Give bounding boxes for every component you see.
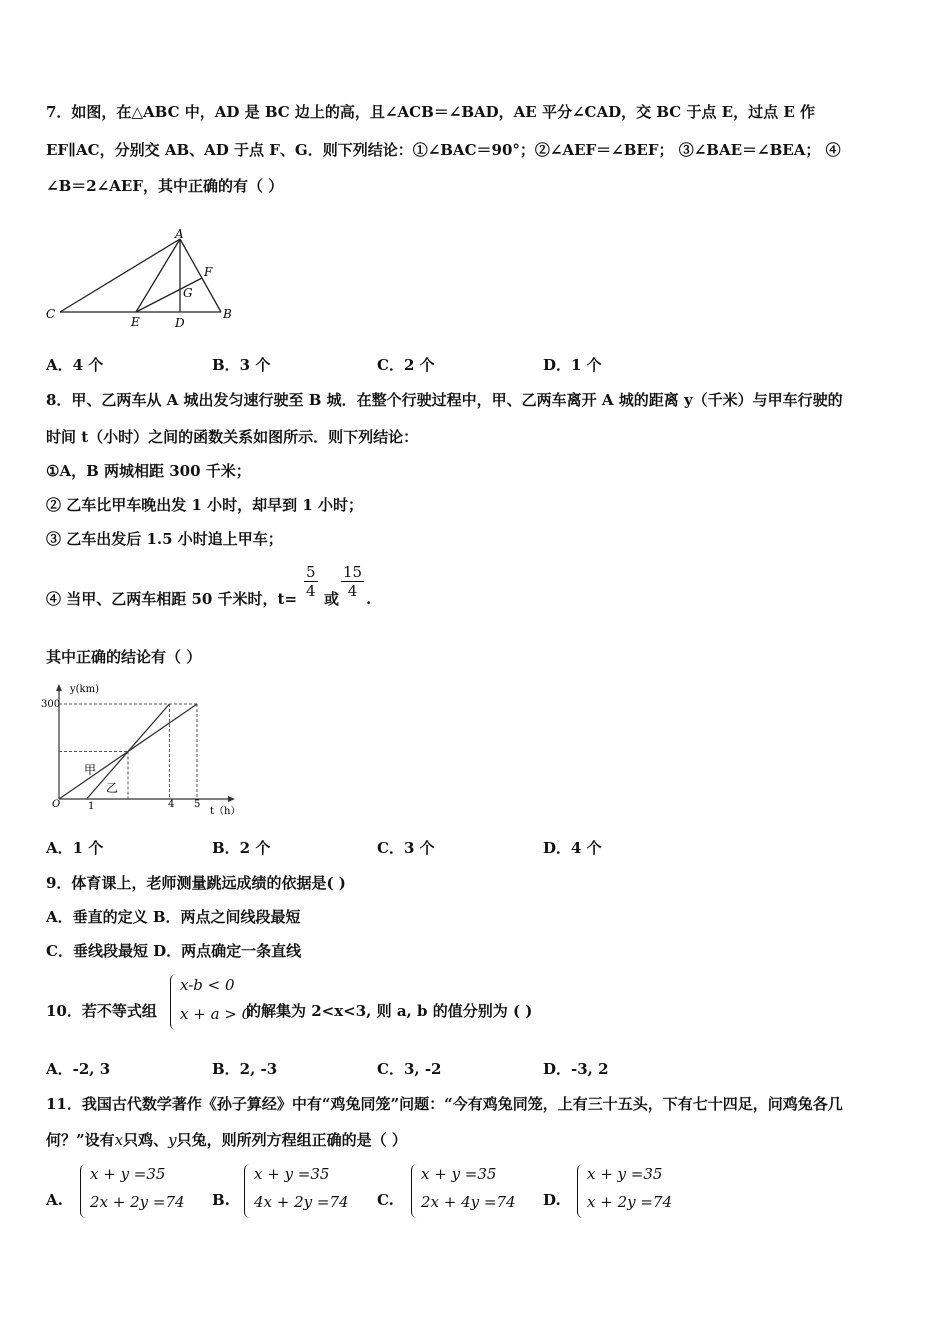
q7-option-c[interactable]: C．2 个 <box>377 356 435 374</box>
equation-1: x + y =35 <box>421 1165 497 1183</box>
fraction-numerator: 5 <box>306 563 316 581</box>
label-A: A <box>175 228 184 241</box>
brace <box>577 1164 584 1218</box>
q11-option-a-label[interactable]: A. <box>46 1191 63 1209</box>
q7-option-a[interactable]: A．4 个 <box>46 356 104 374</box>
series-label-yi: 乙 <box>106 781 119 795</box>
q11-option-d-label[interactable]: D. <box>543 1191 561 1209</box>
q8-question: 其中正确的结论有（ ） <box>46 648 202 666</box>
q8-option-a[interactable]: A．1 个 <box>46 839 104 857</box>
tick-label-1: 1 <box>88 801 95 812</box>
equation-2: x + 2y =74 <box>587 1193 673 1211</box>
q10-option-a[interactable]: A．-2, 3 <box>46 1060 111 1078</box>
q10-inequality-system <box>170 974 252 1030</box>
equation-2: 2x + 4y =74 <box>421 1193 516 1211</box>
q10-prefix: 10．若不等式组 <box>46 1002 157 1020</box>
equation-1: x + y =35 <box>587 1165 663 1183</box>
label-D: D <box>175 316 185 330</box>
q11-text-a: 何？”设有 <box>46 1131 115 1149</box>
var-x: x <box>114 1131 124 1149</box>
q11-option-b-system[interactable] <box>244 1164 354 1218</box>
brace <box>80 1164 87 1218</box>
brace <box>170 974 177 1030</box>
brace <box>244 1164 251 1218</box>
q9-options-ab[interactable]: A．垂直的定义 B．两点之间线段最短 <box>46 908 301 926</box>
q11-text-c: 只兔，则所列方程组正确的是（ ） <box>176 1131 407 1149</box>
equation-2: 4x + 2y =74 <box>254 1193 349 1211</box>
fraction-5-4 <box>304 563 318 600</box>
label-G: G <box>183 286 193 300</box>
q8-line1: 8．甲、乙两车从 A 城出发匀速行驶至 B 城．在整个行驶过程中，甲、乙两车离开 A 城的距离 y（千米）与甲车行驶的 <box>46 391 843 409</box>
tick-label-4: 4 <box>168 799 175 810</box>
q8-option-c[interactable]: C．3 个 <box>377 839 435 857</box>
q8-conclusion-2: ② 乙车比甲车晚出发 1 小时，却早到 1 小时； <box>46 496 363 514</box>
brace <box>411 1164 418 1218</box>
q11-option-c-system[interactable] <box>411 1164 521 1218</box>
inequality-2: x + a > 0 <box>180 1005 252 1023</box>
q11-option-c-label[interactable]: C. <box>377 1191 394 1209</box>
q7-triangle-figure <box>40 228 240 332</box>
q7-option-b[interactable]: B．3 个 <box>212 356 271 374</box>
q11-option-b-label[interactable]: B. <box>212 1191 230 1209</box>
var-y: y <box>168 1131 177 1149</box>
equation-2: 2x + 2y =74 <box>90 1193 185 1211</box>
label-F: F <box>204 265 213 279</box>
q9-options-cd[interactable]: C．垂线段最短 D．两点确定一条直线 <box>46 942 302 960</box>
fraction-denominator: 4 <box>306 582 316 600</box>
q11-line1: 11．我国古代数学著作《孙子算经》中有“鸡兔同笼”问题：“今有鸡兔同笼，上有三十五头，下有七十四足，问鸡兔各几 <box>46 1095 843 1113</box>
q8-conclusion-3: ③ 乙车出发后 1.5 小时追上甲车； <box>46 530 283 548</box>
fraction-numerator: 15 <box>343 563 363 581</box>
q10-option-d[interactable]: D．-3, 2 <box>543 1060 609 1078</box>
q11-option-d-system[interactable] <box>577 1164 687 1218</box>
q7-line1: 7．如图，在△ABC 中，AD 是 BC 边上的高，且∠ACB＝∠BAD，AE 平分∠CAD，交 BC 于点 E，过点 E 作 <box>46 103 815 121</box>
q8-conclusion-1: ①A，B 两城相距 300 千米； <box>46 462 251 480</box>
q9-line1: 9．体育课上，老师测量跳远成绩的依据是( ) <box>46 874 346 892</box>
q8-line2: 时间 t（小时）之间的函数关系如图所示．则下列结论： <box>46 428 419 446</box>
label-E: E <box>131 315 140 329</box>
q8-conclusion-4-prefix: ④ 当甲、乙两车相距 50 千米时，t= <box>46 590 298 608</box>
q10-option-b[interactable]: B．2, -3 <box>212 1060 278 1078</box>
inequality-1: x-b < 0 <box>180 976 235 994</box>
q8-distance-time-chart <box>40 682 245 822</box>
q10-option-c[interactable]: C．3, -2 <box>377 1060 442 1078</box>
q8-conclusion-4-end: . <box>366 590 372 608</box>
q8-option-b[interactable]: B．2 个 <box>212 839 271 857</box>
q8-conclusion-4-or: 或 <box>324 590 340 608</box>
q7-option-d[interactable]: D．1 个 <box>543 356 602 374</box>
fraction-15-4 <box>341 563 364 600</box>
label-C: C <box>46 307 56 321</box>
equation-1: x + y =35 <box>90 1165 166 1183</box>
axis-label-t: t（h） <box>210 806 241 817</box>
series-label-jia: 甲 <box>84 763 97 777</box>
q7-line3: ∠B＝2∠AEF，其中正确的有（ ） <box>46 177 284 195</box>
origin-label: O <box>52 799 61 810</box>
equation-1: x + y =35 <box>254 1165 330 1183</box>
tick-label-300: 300 <box>41 699 61 710</box>
axis-label-y: y(km) <box>70 684 99 695</box>
q7-line2: EF∥AC，分别交 AB、AD 于点 F、G．则下列结论：①∠BAC＝90°；②∠AEF＝∠BEF； ③∠BAE＝∠BEA； ④ <box>46 141 841 159</box>
q10-suffix: 的解集为 2<x<3, 则 a, b 的值分别为 ( ) <box>246 1002 533 1020</box>
q8-option-d[interactable]: D．4 个 <box>543 839 602 857</box>
q11-option-a-system[interactable] <box>80 1164 190 1218</box>
q11-text-b: 只鸡、 <box>123 1131 169 1149</box>
fraction-denominator: 4 <box>347 582 358 600</box>
label-B: B <box>223 307 232 321</box>
q11-line2 <box>46 1130 407 1150</box>
tick-label-5: 5 <box>194 799 201 810</box>
